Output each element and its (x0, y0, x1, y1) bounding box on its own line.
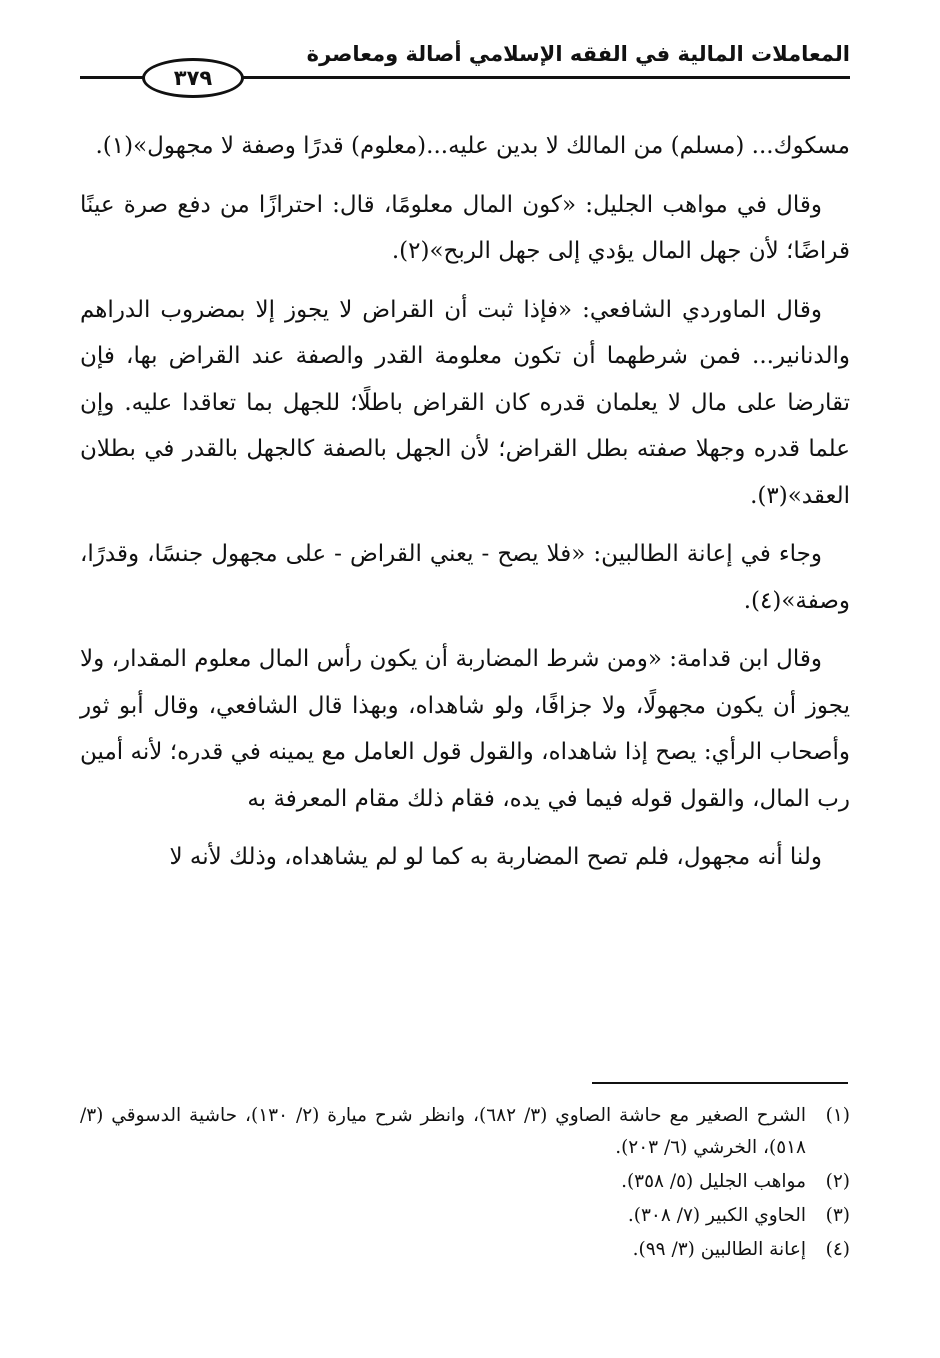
footnote-number: (٤) (825, 1239, 850, 1260)
footnote-text: مواهب الجليل (٥/ ٣٥٨). (621, 1171, 806, 1192)
footnote-text: الحاوي الكبير (٧/ ٣٠٨). (627, 1205, 806, 1226)
footnote (80, 1166, 850, 1198)
paragraph: وقال في مواهب الجليل: «كون المال معلومًا، قال: احترازًا من دفع صرة عينًا قراضًا؛ لأن جهل المال يؤدي إلى جهل الربح»(٢). (80, 191, 850, 264)
footnote-number: (٢) (825, 1171, 850, 1192)
footnotes (80, 1100, 850, 1268)
running-title: المعاملات المالية في الفقه الإسلامي أصالة ومعاصرة (306, 42, 850, 66)
body-text (80, 123, 850, 893)
paragraph: وجاء في إعانة الطالبين: «فلا يصح - يعني القراض - على مجهول جنسًا، وقدرًا، وصفة»(٤). (80, 541, 850, 614)
footnote-separator (592, 1082, 848, 1084)
footnote-number: (٣) (825, 1205, 850, 1226)
footnote-number: (١) (825, 1105, 850, 1126)
page-number: ٣٧٩ (142, 58, 244, 98)
footnote (80, 1234, 850, 1266)
page-header (80, 36, 850, 96)
paragraph: وقال ابن قدامة: «ومن شرط المضاربة أن يكون رأس المال معلوم المقدار، ولا يجوز أن يكون مجهولًا، ولا جزافًا، ولو شاهداه، وبهذا قال الشافعي، وقال أبو ثور وأصحاب الرأي: يصح إذا شاهداه، والقول قول العامل مع يمينه في قدره؛ لأنه أمين رب المال، والقول قوله فيما في يده، فقام ذلك مقام المعرفة به (80, 646, 850, 812)
paragraph: ولنا أنه مجهول، فلم تصح المضاربة به كما لو لم يشاهداه، وذلك لأنه لا (169, 844, 822, 870)
footnote (80, 1200, 850, 1232)
paragraph: وقال الماوردي الشافعي: «فإذا ثبت أن القراض لا يجوز إلا بمضروب الدراهم والدنانير... فمن شرطهما أن تكون معلومة القدر والصفة عند القراض بها، فإن تقارضا على مال لا يعلمان قدره كان القراض باطلًا؛ للجهل بما تعاقدا عليه. وإن علما قدره وجهلا صفته بطل القراض؛ لأن الجهل بالصفة كالجهل بالقدر في بطلان العقد»(٣). (80, 296, 850, 509)
footnote (80, 1100, 850, 1164)
footnote-text: الشرح الصغير مع حاشة الصاوي (٣/ ٦٨٢)، وانظر شرح ميارة (٢/ ١٣٠)، حاشية الدسوقي (٣/ ٥١٨)، الخرشي (٦/ ٢٠٣). (80, 1105, 807, 1158)
paragraph: مسكوك... (مسلم) من المالك لا بدين عليه...(معلوم) قدرًا وصفة لا مجهول»(١). (95, 133, 850, 159)
footnote-text: إعانة الطالبين (٣/ ٩٩). (632, 1239, 806, 1260)
